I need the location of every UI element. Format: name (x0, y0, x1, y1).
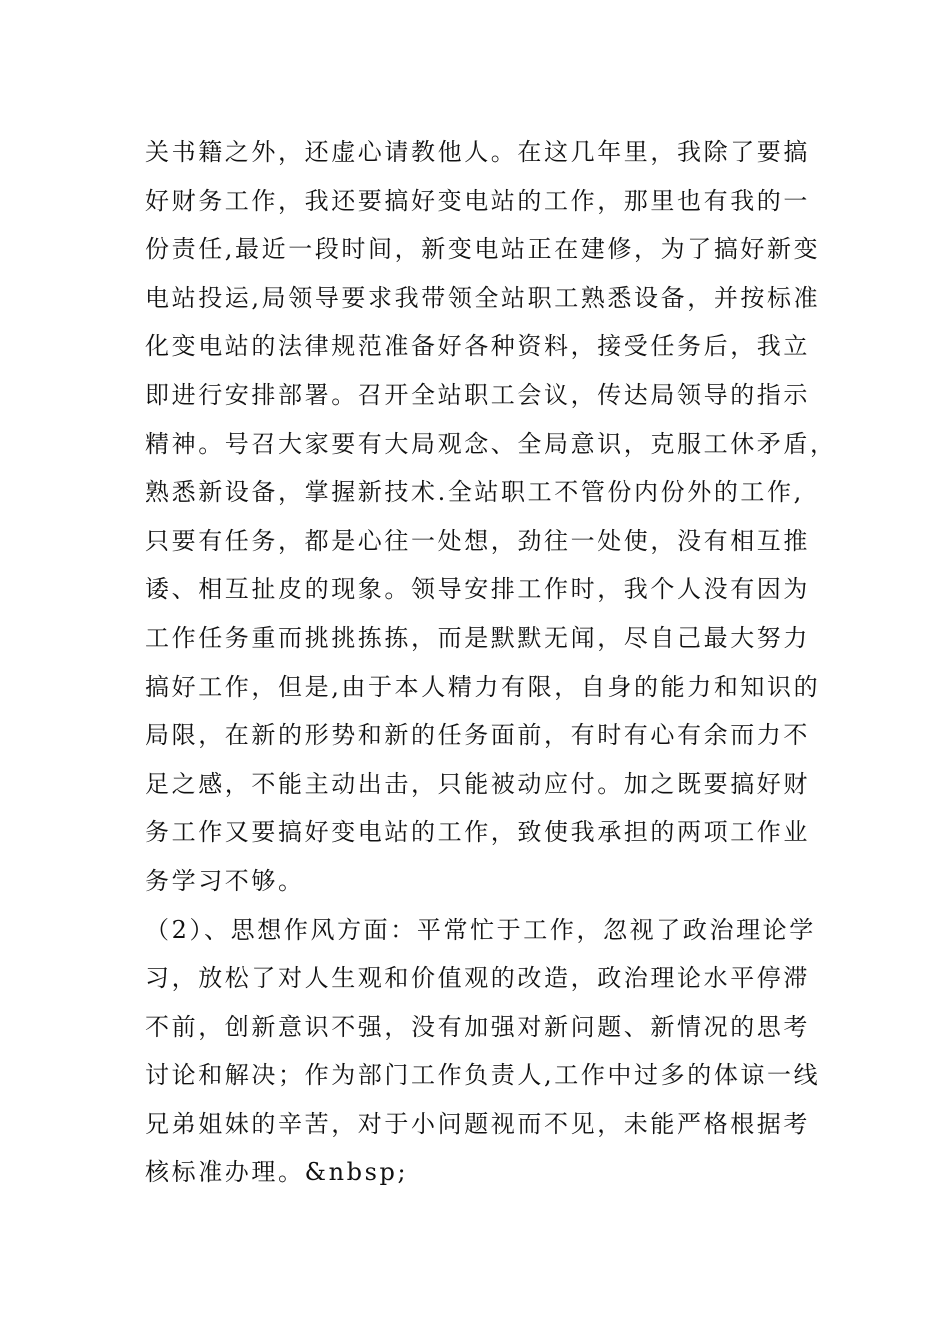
text-line: 只要有任务，都是心往一处想，劲往一处使，没有相互推 (145, 526, 810, 555)
text-line: 不前，创新意识不强，没有加强对新问题、新情况的思考 (145, 1012, 810, 1041)
text-line: 搞好工作，但是,由于本人精力有限，自身的能力和知识的 (145, 672, 821, 701)
body-text (145, 128, 837, 1197)
text-line: 化变电站的法律规范准备好各种资料，接受任务后，我立 (145, 332, 810, 361)
text-line: 务工作又要搞好变电站的工作，致使我承担的两项工作业 (145, 818, 810, 847)
text-line: 即进行安排部署。召开全站职工会议，传达局领导的指示 (145, 380, 810, 409)
text-line: 电站投运,局领导要求我带领全站职工熟悉设备，并按标准 (145, 283, 821, 312)
text-line: 关书籍之外，还虚心请教他人。在这几年里，我除了要搞 (145, 138, 810, 166)
text-line: 工作任务重而挑挑拣拣，而是默默无闻，尽自己最大努力 (145, 623, 810, 652)
text-line: （2）、思想作风方面：平常忙于工作，忽视了政治理论学 (145, 915, 816, 944)
text-line: 熟悉新设备，掌握新技术.全站职工不管份内份外的工作, (145, 478, 804, 507)
text-line: 诿、相互扯皮的现象。领导安排工作时，我个人没有因为 (145, 575, 810, 604)
text-line: 讨论和解决；作为部门工作负责人,工作中过多的体谅一线 (145, 1061, 821, 1090)
text-line: 局限，在新的形势和新的任务面前，有时有心有余而力不 (145, 721, 810, 750)
text-line: 核标准办理。&nbsp; (145, 1158, 409, 1187)
text-line: 兄弟姐妹的辛苦，对于小问题视而不见，未能严格根据考 (145, 1109, 810, 1138)
text-line: 精神。号召大家要有大局观念、全局意识，克服工休矛盾， (145, 429, 837, 458)
text-line: 好财务工作，我还要搞好变电站的工作，那里也有我的一 (145, 186, 810, 215)
text-line: 份责任,最近一段时间，新变电站正在建修，为了搞好新变 (145, 235, 821, 264)
text-line: 务学习不够。 (145, 866, 305, 895)
text-line: 足之感，不能主动出击，只能被动应付。加之既要搞好财 (145, 769, 810, 798)
text-line: 习，放松了对人生观和价值观的改造，政治理论水平停滞 (145, 964, 810, 993)
